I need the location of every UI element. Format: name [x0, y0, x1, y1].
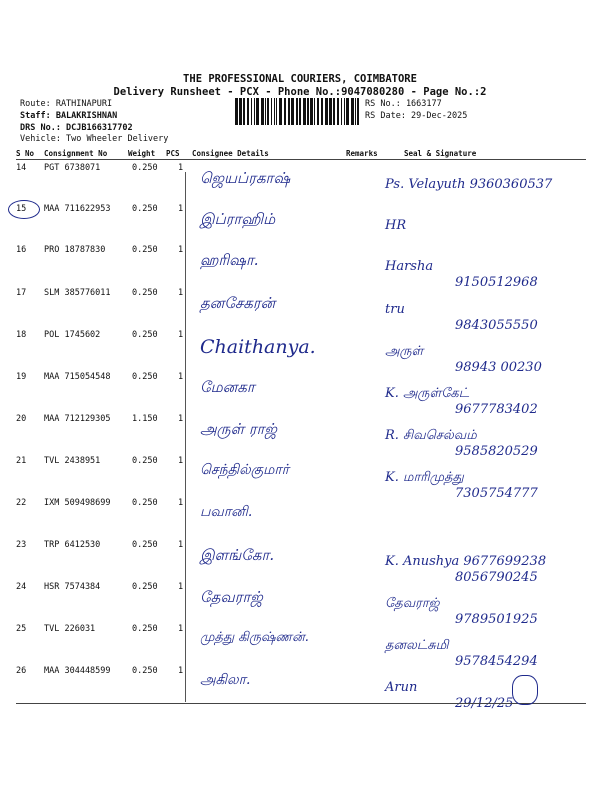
cell-sno: 23: [16, 540, 27, 550]
header-divider: [16, 159, 586, 160]
cell-consignment: TVL 2438951: [44, 456, 101, 466]
runsheet-subtitle: Delivery Runsheet - PCX - Phone No.:9047080280 - Page No.:2: [113, 86, 487, 98]
cell-sno: 26: [16, 666, 27, 676]
signature-handwriting: தனலட்சுமி: [385, 638, 449, 653]
cell-consignment: MAA 304448599: [44, 666, 111, 676]
col-sno: S No: [16, 149, 35, 158]
signature-phone-handwriting: 9843055550: [455, 318, 538, 333]
cell-pcs: 1: [178, 498, 184, 508]
cell-consignment: MAA 712129305: [44, 414, 111, 424]
cell-weight: 0.250: [132, 288, 158, 298]
cell-sno: 19: [16, 372, 27, 382]
cell-consignment: IXM 509498699: [44, 498, 111, 508]
route-label: Route: RATHINAPURI: [20, 99, 113, 109]
signature-handwriting: HR: [385, 218, 407, 233]
col-signature: Seal & Signature: [404, 149, 477, 158]
consignee-handwriting: செந்தில்குமார்: [200, 462, 289, 478]
cell-weight: 0.250: [132, 456, 158, 466]
cell-pcs: 1: [178, 666, 184, 676]
col-consignee: Consignee Details: [192, 149, 269, 158]
signature-handwriting: Ps. Velayuth 9360360537: [385, 177, 553, 192]
cell-weight: 0.250: [132, 245, 158, 255]
cell-consignment: MAA 715054548: [44, 372, 111, 382]
consignee-handwriting: தேவராஜ்: [200, 588, 263, 606]
cell-sno: 24: [16, 582, 27, 592]
pen-scribble-mark: [512, 675, 538, 705]
cell-pcs: 1: [178, 245, 184, 255]
cell-weight: 0.250: [132, 666, 158, 676]
consignee-handwriting: பவானி.: [200, 504, 253, 520]
signature-phone-handwriting: 9677783402: [455, 402, 538, 417]
cell-consignment: MAA 711622953: [44, 204, 111, 214]
table-row: [16, 204, 586, 244]
signature-handwriting: tru: [385, 302, 405, 317]
cell-pcs: 1: [178, 456, 184, 466]
cell-sno: 25: [16, 624, 27, 634]
cell-weight: 0.250: [132, 540, 158, 550]
cell-weight: 0.250: [132, 330, 158, 340]
cell-sno: 22: [16, 498, 27, 508]
consignee-handwriting: இப்ராஹிம்: [200, 210, 276, 228]
cell-sno: 18: [16, 330, 27, 340]
signature-phone-handwriting: 7305754777: [455, 486, 538, 501]
cell-sno: 17: [16, 288, 27, 298]
rs-date-label: RS Date: 29-Dec-2025: [365, 111, 468, 121]
cell-pcs: 1: [178, 372, 184, 382]
cell-sno: 21: [16, 456, 27, 466]
cell-sno: 16: [16, 245, 27, 255]
cell-weight: 0.250: [132, 498, 158, 508]
signature-handwriting: அருள்: [385, 344, 424, 359]
signature-handwriting: K. மாரிமுத்து: [385, 470, 464, 485]
pen-circle-mark: [8, 200, 40, 219]
cell-pcs: 1: [178, 163, 184, 173]
table-header: [16, 149, 586, 159]
consignee-handwriting: முத்து கிருஷ்ணன்.: [200, 630, 309, 645]
signature-handwriting: K. Anushya 9677699238: [385, 554, 547, 569]
consignee-handwriting: அகிலா.: [200, 672, 251, 688]
cell-sno: 14: [16, 163, 27, 173]
bottom-divider: [16, 703, 586, 704]
signature-phone-handwriting: 98943 00230: [455, 360, 542, 375]
cell-weight: 0.250: [132, 624, 158, 634]
consignee-handwriting: இளங்கோ.: [200, 546, 275, 564]
cell-pcs: 1: [178, 582, 184, 592]
cell-weight: 0.250: [132, 163, 158, 173]
barcode: [235, 98, 360, 125]
cell-sno: 15: [16, 204, 27, 214]
cell-pcs: 1: [178, 624, 184, 634]
signature-handwriting: தேவராஜ்: [385, 596, 440, 611]
consignee-handwriting: ஜெயப்ரகாஷ்: [200, 169, 291, 187]
cell-weight: 0.250: [132, 582, 158, 592]
table-row: [16, 498, 586, 538]
consignee-handwriting: தனசேகரன்: [200, 294, 276, 312]
signature-phone-handwriting: 9578454294: [455, 654, 538, 669]
runsheet-title: THE PROFESSIONAL COURIERS, COIMBATORE: [183, 73, 417, 85]
cell-pcs: 1: [178, 540, 184, 550]
cell-pcs: 1: [178, 288, 184, 298]
staff-label: Staff: BALAKRISHNAN: [20, 111, 118, 121]
cell-sno: 20: [16, 414, 27, 424]
consignee-handwriting: மேனகா: [200, 378, 255, 396]
signature-phone-handwriting: 9585820529: [455, 444, 538, 459]
signature-handwriting: Harsha: [385, 259, 434, 274]
cell-weight: 1.150: [132, 414, 158, 424]
cell-pcs: 1: [178, 204, 184, 214]
consignee-handwriting: Chaithanya.: [200, 336, 316, 358]
col-weight: Weight: [128, 149, 156, 158]
cell-weight: 0.250: [132, 372, 158, 382]
signature-handwriting: R. சிவசெல்வம்: [385, 428, 477, 443]
cell-consignment: PGT 6738071: [44, 163, 101, 173]
cell-consignment: POL 1745602: [44, 330, 101, 340]
consignee-handwriting: அருள் ராஜ்: [200, 420, 277, 438]
cell-consignment: HSR 7574384: [44, 582, 101, 592]
signature-handwriting: Arun: [385, 680, 418, 695]
cell-pcs: 1: [178, 414, 184, 424]
cell-consignment: SLM 385776011: [44, 288, 111, 298]
signature-phone-handwriting: 29/12/25: [455, 696, 514, 711]
cell-weight: 0.250: [132, 204, 158, 214]
signature-handwriting: K. அருள்கேட்: [385, 386, 470, 401]
signature-phone-handwriting: 9789501925: [455, 612, 538, 627]
col-consignment: Consignment No: [44, 149, 108, 158]
consignee-handwriting: ஹரிஷா.: [200, 251, 259, 269]
signature-phone-handwriting: 8056790245: [455, 570, 538, 585]
col-pcs: PCS: [166, 149, 180, 158]
drs-label: DRS No.: DCJB166317702: [20, 123, 133, 133]
cell-consignment: TVL 226031: [44, 624, 96, 634]
cell-consignment: TRP 6412530: [44, 540, 101, 550]
vehicle-label: Vehicle: Two Wheeler Delivery: [20, 134, 169, 144]
signature-phone-handwriting: 9150512968: [455, 275, 538, 290]
rs-no-label: RS No.: 1663177: [365, 99, 442, 109]
cell-consignment: PRO 18787830: [44, 245, 106, 255]
col-remarks: Remarks: [346, 149, 378, 158]
cell-pcs: 1: [178, 330, 184, 340]
